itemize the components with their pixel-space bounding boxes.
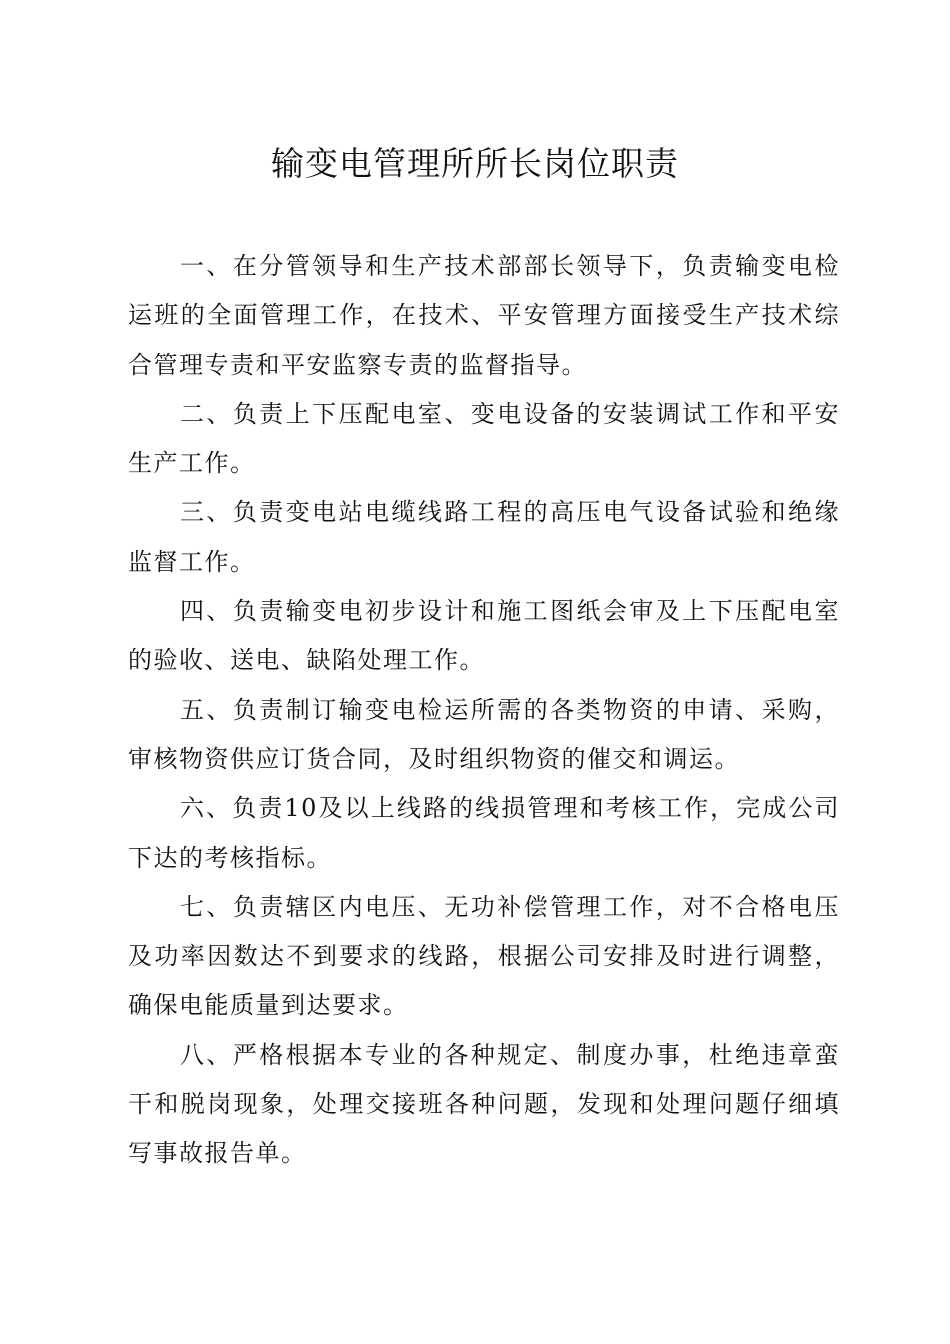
duty-paragraph-1: 一、在分管领导和生产技术部部长领导下，负责输变电检运班的全面管理工作，在技术、平安管理方面接受生产技术综合管理专责和平安监察专责的监督指导。	[128, 252, 840, 379]
duty-paragraph-4: 四、负责输变电初步设计和施工图纸会审及上下压配电室的验收、送电、缺陷处理工作。	[128, 597, 840, 675]
duty-paragraph-3: 三、负责变电站电缆线路工程的高压电气设备试验和绝缘监督工作。	[128, 498, 840, 576]
duty-paragraph-2: 二、负责上下压配电室、变电设备的安装调试工作和平安生产工作。	[128, 399, 840, 478]
duty-paragraph-5: 五、负责制订输变电检运所需的各类物资的申请、采购，审核物资供应订货合同，及时组织物资的催交和调运。	[128, 695, 840, 773]
duty-paragraph-6: 六、负责10及以上线路的线损管理和考核工作，完成公司下达的考核指标。	[128, 794, 840, 872]
document-body	[128, 242, 840, 1179]
duty-paragraph-8: 八、严格根据本专业的各种规定、制度办事，杜绝违章蛮干和脱岗现象，处理交接班各种问题，发现和处理问题仔细填写事故报告单。	[128, 1040, 840, 1168]
document-title: 输变电管理所所长岗位职责	[271, 144, 679, 183]
duty-paragraph-7: 七、负责辖区内电压、无功补偿管理工作，对不合格电压及功率因数达不到要求的线路，根据公司安排及时进行调整，确保电能质量到达要求。	[128, 892, 840, 1020]
